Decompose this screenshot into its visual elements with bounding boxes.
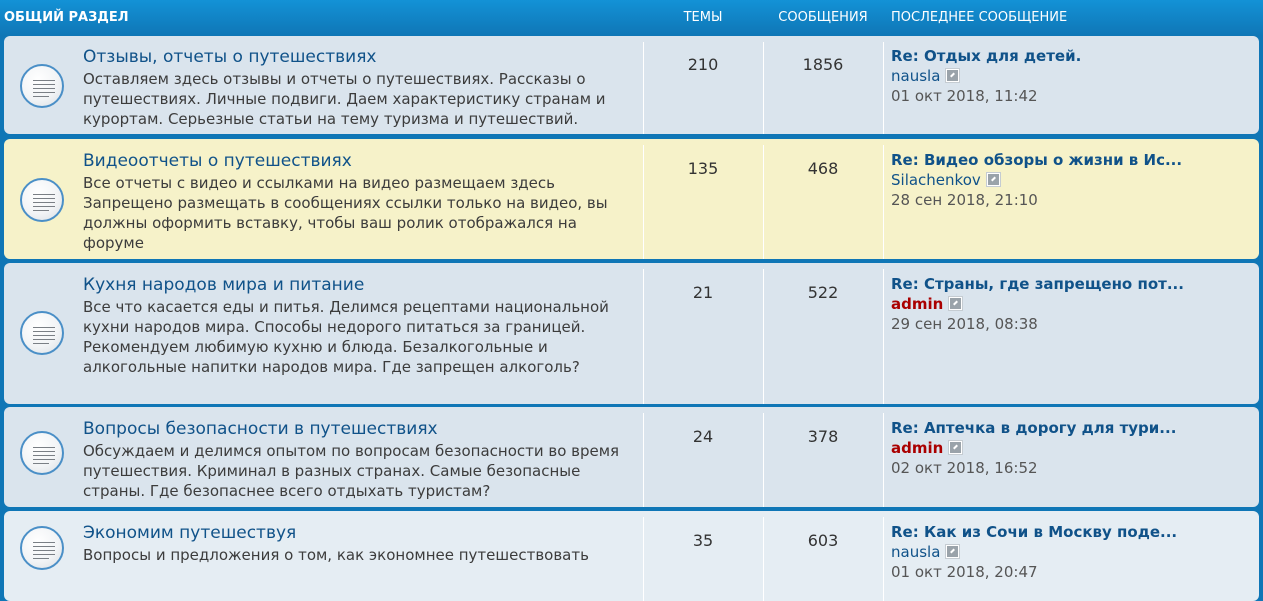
forum-read-icon (20, 64, 64, 108)
column-divider (643, 269, 644, 404)
topics-count: 210 (687, 55, 719, 74)
last-post-author[interactable]: nausla (891, 67, 941, 85)
last-post-time: 01 окт 2018, 20:47 (891, 563, 1038, 581)
forum-row (4, 407, 1259, 507)
forum-row (4, 263, 1259, 404)
last-post (891, 522, 1251, 582)
view-latest-post-icon[interactable] (946, 69, 959, 82)
posts-count: 1856 (802, 55, 844, 74)
column-divider (763, 42, 764, 134)
last-post-time: 28 сен 2018, 21:10 (891, 191, 1038, 209)
column-divider (763, 269, 764, 404)
last-post-title[interactable]: Re: Видео обзоры о жизни в Ис... (891, 151, 1183, 169)
column-divider (763, 145, 764, 259)
forum-read-icon (20, 431, 64, 475)
column-divider (763, 413, 764, 507)
posts-count: 468 (807, 159, 839, 178)
forum-description: Обсуждаем и делимся опытом по вопросам безопасности во время путешествия. Криминал в разных странах. Самые безопасные страны. Где безопаснее всего отдыхать туристам? (83, 442, 620, 500)
posts-count: 378 (807, 427, 839, 446)
last-post-title[interactable]: Re: Страны, где запрещено пот... (891, 275, 1184, 293)
column-divider (763, 517, 764, 601)
forum-title[interactable]: Экономим путешествуя (83, 523, 297, 543)
column-divider (643, 42, 644, 134)
last-post-author[interactable]: admin (891, 295, 944, 313)
forum-title[interactable]: Вопросы безопасности в путешествиях (83, 419, 438, 439)
forum-row (4, 139, 1259, 259)
last-post-author[interactable]: Silachenkov (891, 171, 981, 189)
last-post (891, 418, 1251, 478)
last-post-title[interactable]: Re: Как из Сочи в Москву поде... (891, 523, 1178, 541)
column-divider (883, 42, 884, 134)
column-divider (643, 145, 644, 259)
last-post-time: 02 окт 2018, 16:52 (891, 459, 1038, 477)
last-post-title[interactable]: Re: Отдых для детей. (891, 47, 1082, 65)
last-post-time: 01 окт 2018, 11:42 (891, 87, 1038, 105)
topics-count: 35 (692, 531, 714, 550)
column-divider (883, 145, 884, 259)
column-divider (643, 517, 644, 601)
topics-column-header: ТЕМЫ (683, 10, 723, 25)
topics-count: 135 (687, 159, 719, 178)
last-post-author[interactable]: nausla (891, 543, 941, 561)
forum-title[interactable]: Отзывы, отчеты о путешествиях (83, 47, 377, 67)
last-post (891, 274, 1251, 334)
column-divider (883, 413, 884, 507)
forum-read-icon (20, 311, 64, 355)
last-post (891, 46, 1251, 106)
posts-column-header: СООБЩЕНИЯ (778, 10, 868, 25)
forum-description: Все отчеты с видео и ссылками на видео размещаем здесь Запрещено размещать в сообщениях ссылки только на видео, вы должны оформить вставку, чтобы ваш ролик отображался на форуме (83, 174, 608, 252)
view-latest-post-icon[interactable] (949, 441, 962, 454)
forum-read-icon (20, 526, 64, 570)
column-divider (643, 413, 644, 507)
last-post-title[interactable]: Re: Аптечка в дорогу для тури... (891, 419, 1177, 437)
posts-count: 522 (807, 283, 839, 302)
forum-title[interactable]: Кухня народов мира и питание (83, 275, 365, 295)
topics-count: 21 (692, 283, 714, 302)
forum-row (4, 511, 1259, 601)
last-post-author[interactable]: admin (891, 439, 944, 457)
category-header (0, 0, 1263, 34)
topics-count: 24 (692, 427, 714, 446)
category-title[interactable]: ОБЩИЙ РАЗДЕЛ (4, 10, 129, 25)
forum-title[interactable]: Видеоотчеты о путешествиях (83, 151, 352, 171)
forum-row (4, 36, 1259, 134)
last-post (891, 150, 1251, 210)
column-divider (883, 517, 884, 601)
forum-read-icon (20, 178, 64, 222)
forum-description: Оставляем здесь отзывы и отчеты о путешествиях. Рассказы о путешествиях. Личные подвиги. Даем характеристику странам и курортам. Серьезные статьи на тему туризма и путешествий. (83, 70, 606, 128)
last-post-column-header: ПОСЛЕДНЕЕ СООБЩЕНИЕ (891, 10, 1068, 25)
view-latest-post-icon[interactable] (949, 297, 962, 310)
posts-count: 603 (807, 531, 839, 550)
last-post-time: 29 сен 2018, 08:38 (891, 315, 1038, 333)
forum-description: Все что касается еды и питья. Делимся рецептами национальной кухни народов мира. Способы недорого питаться за границей. Рекомендуем любимую кухню и блюда. Безалкогольные и алкогольные напитки народов мира. Где запрещен алкоголь? (83, 298, 609, 376)
view-latest-post-icon[interactable] (987, 173, 1000, 186)
forum-description: Вопросы и предложения о том, как экономнее путешествовать (83, 546, 589, 564)
view-latest-post-icon[interactable] (946, 545, 959, 558)
column-divider (883, 269, 884, 404)
